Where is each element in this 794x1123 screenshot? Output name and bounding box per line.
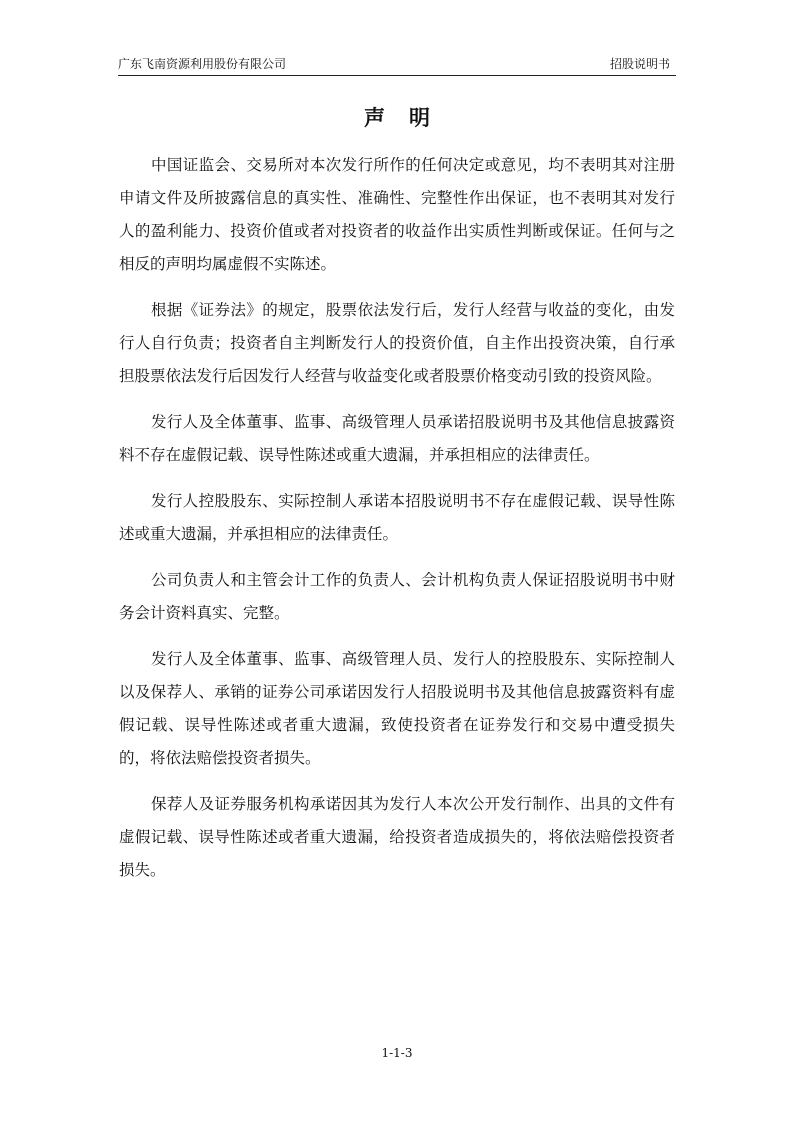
company-name: 广东飞南资源利用股份有限公司 (118, 57, 287, 71)
paragraph: 中国证监会、交易所对本次发行所作的任何决定或意见，均不表明其对注册申请文件及所披露信息的真实性、准确性、完整性作出保证，也不表明其对发行人的盈利能力、投资价值或者对投资者的收益作出实质性判断或保证。任何与之相反的声明均属虚假不实陈述。 (119, 156, 675, 273)
paragraph: 发行人及全体董事、监事、高级管理人员、发行人的控股股东、实际控制人以及保荐人、承销的证券公司承诺因发行人招股说明书及其他信息披露资料有虚假记载、误导性陈述或者重大遗漏，致使投资者在证券发行和交易中遭受损失的，将依法赔偿投资者损失。 (119, 650, 675, 767)
declaration-body (119, 149, 675, 900)
document-type: 招股说明书 (609, 57, 670, 71)
paragraph: 发行人控股股东、实际控制人承诺本招股说明书不存在虚假记载、误导性陈述或重大遗漏，并承担相应的法律责任。 (119, 492, 675, 543)
page-header (118, 55, 676, 76)
paragraph: 发行人及全体董事、监事、高级管理人员承诺招股说明书及其他信息披露资料不存在虚假记载、误导性陈述或重大遗漏，并承担相应的法律责任。 (119, 413, 675, 464)
page-number: 1-1-3 (381, 1046, 413, 1060)
page-title: 声明 (364, 106, 454, 130)
paragraph: 保荐人及证券服务机构承诺因其为发行人本次公开发行制作、出具的文件有虚假记载、误导性陈述或者重大遗漏，给投资者造成损失的，将依法赔偿投资者损失。 (119, 795, 675, 879)
paragraph: 公司负责人和主管会计工作的负责人、会计机构负责人保证招股说明书中财务会计资料真实、完整。 (119, 571, 675, 622)
paragraph: 根据《证券法》的规定，股票依法发行后，发行人经营与收益的变化，由发行人自行负责；投资者自主判断发行人的投资价值，自主作出投资决策，自行承担股票依法发行后因发行人经营与收益变化或者股票价格变动引致的投资风险。 (119, 301, 675, 385)
